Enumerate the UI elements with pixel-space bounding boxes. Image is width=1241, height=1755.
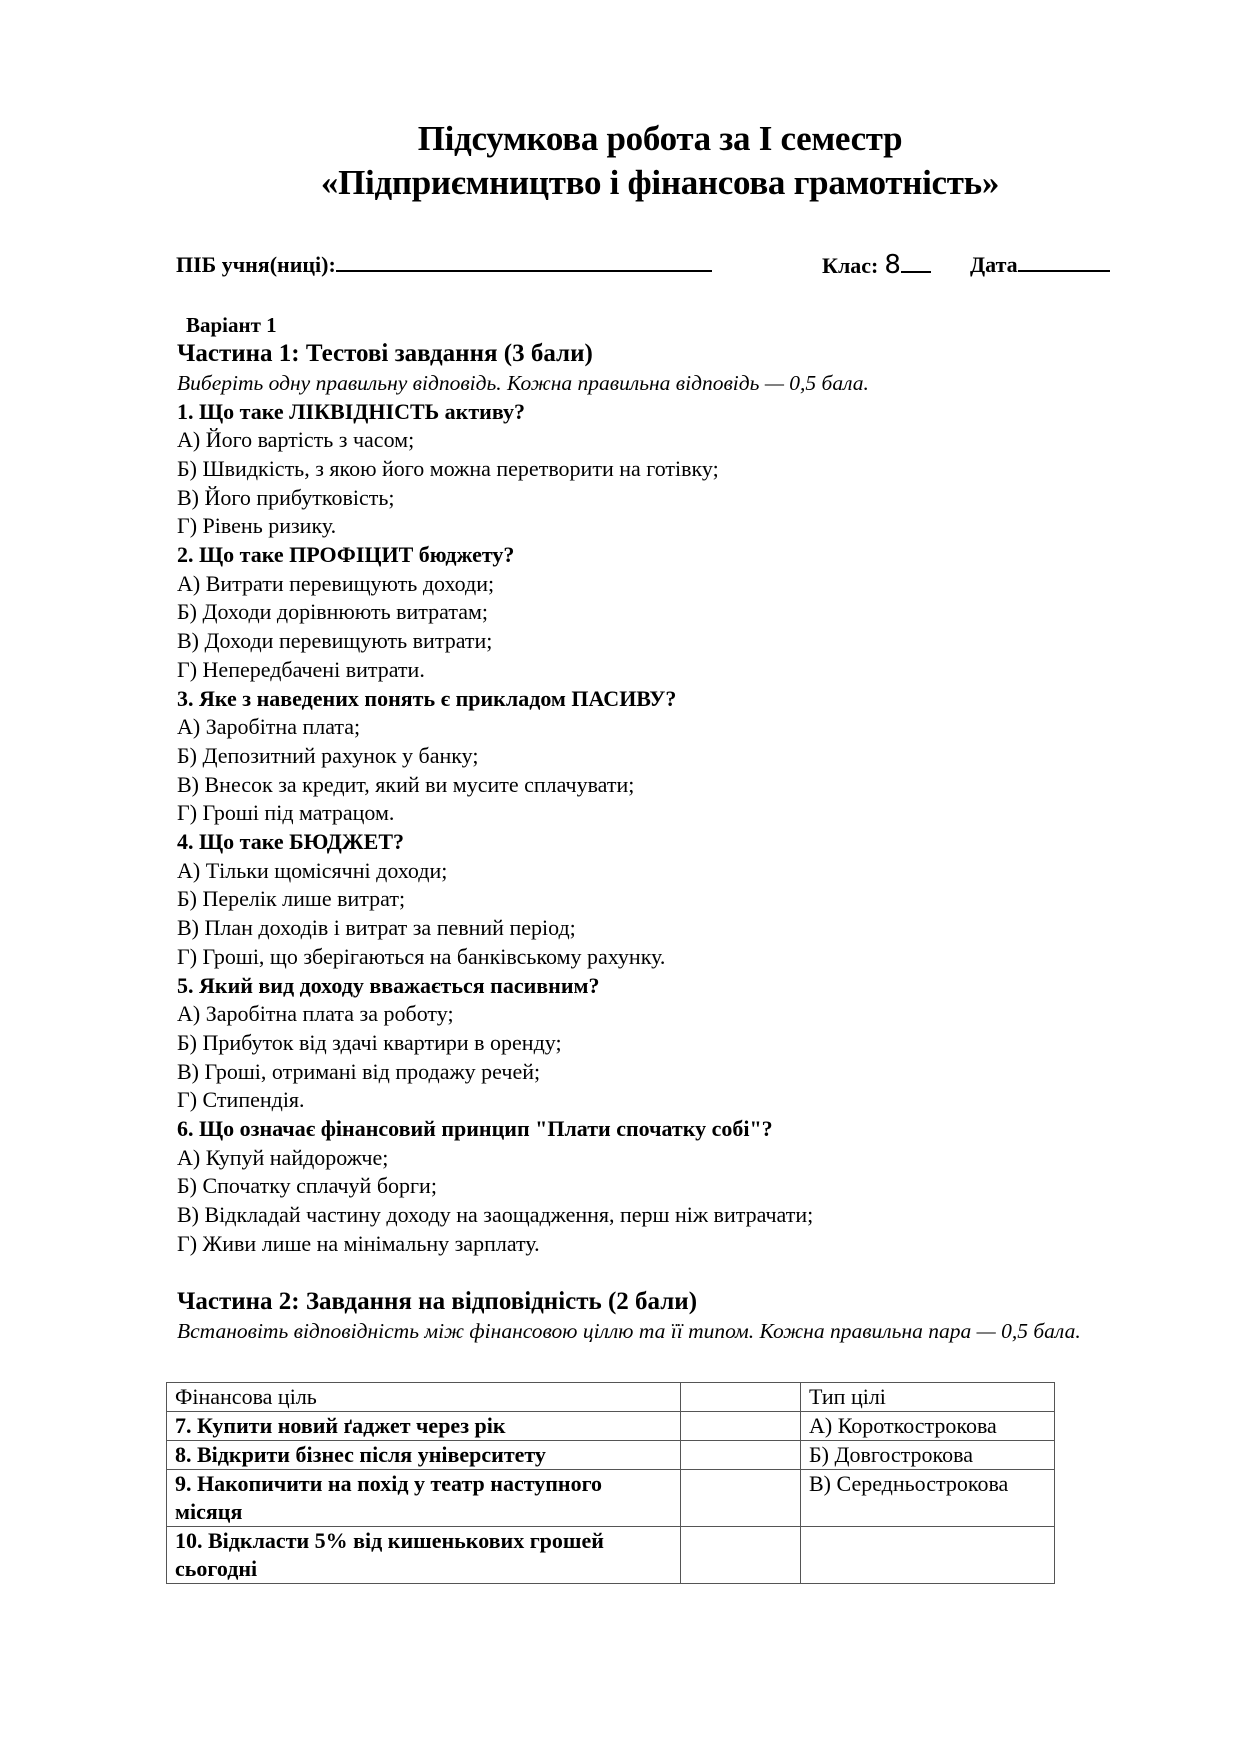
question-block (177, 541, 1137, 685)
question-text: 5. Який вид доходу вважається пасивним? (177, 972, 600, 998)
answer-option[interactable]: А) Витрати перевищують доходи; (177, 570, 495, 596)
document-title-line1: Підсумкова робота за І семестр (417, 119, 903, 158)
answer-option[interactable]: Б) Швидкість, з якою його можна перетворити на готівку; (177, 455, 719, 481)
grade-field-group (822, 250, 931, 280)
student-name-field[interactable] (336, 250, 712, 272)
question-block (177, 1115, 1137, 1259)
student-name-label: ПІБ учня(ниці): (176, 252, 336, 277)
part1-instruction: Виберіть одну правильну відповідь. Кожна правильна відповідь — 0,5 бала. (177, 371, 869, 395)
part2-instruction: Встановіть відповідність між фінансовою ціллю та її типом. Кожна правильна пара — 0,5 бала. (177, 1318, 1081, 1343)
type-cell (801, 1527, 1055, 1584)
table-row (167, 1412, 1055, 1441)
table-row (167, 1470, 1055, 1527)
grade-blank[interactable] (901, 251, 931, 273)
answer-cell[interactable] (681, 1412, 801, 1441)
answer-option[interactable]: Г) Гроші, що зберігаються на банківському рахунку. (177, 943, 666, 969)
table-row (167, 1441, 1055, 1470)
answer-option[interactable]: Б) Прибуток від здачі квартири в оренду; (177, 1029, 562, 1055)
type-cell: Б) Довгострокова (801, 1441, 1055, 1470)
answer-option[interactable]: Г) Рівень ризику. (177, 513, 337, 539)
question-block (177, 685, 1137, 829)
answer-cell[interactable] (681, 1527, 801, 1584)
answer-option[interactable]: Б) Перелік лише витрат; (177, 886, 406, 912)
type-cell: В) Середньострокова (801, 1470, 1055, 1527)
question-block (177, 972, 1137, 1116)
answer-option[interactable]: Б) Депозитний рахунок у банку; (177, 742, 479, 768)
goal-cell: 10. Відкласти 5% від кишенькових грошей сьогодні (167, 1527, 681, 1584)
part1-title: Частина 1: Тестові завдання (3 бали) (177, 340, 593, 367)
answer-option[interactable]: А) Його вартість з часом; (177, 427, 415, 453)
student-info-row (176, 250, 1018, 280)
question-block (177, 828, 1137, 972)
question-text: 2. Що таке ПРОФІЦИТ бюджету? (177, 542, 515, 568)
answer-cell[interactable] (681, 1470, 801, 1527)
question-block (177, 398, 1137, 542)
grade-value[interactable]: 8 (884, 250, 901, 280)
document-title-line2: «Підприємництво і фінансова грамотність» (320, 163, 1000, 202)
date-field-group (970, 250, 1110, 278)
answer-option[interactable]: Г) Живи лише на мінімальну зарплату. (177, 1230, 540, 1256)
table-row (167, 1527, 1055, 1584)
answer-option[interactable]: Г) Непередбачені витрати. (177, 656, 425, 682)
part2-title: Частина 2: Завдання на відповідність (2 бали) (177, 1287, 698, 1315)
answer-option[interactable]: А) Заробітна плата за роботу; (177, 1001, 454, 1027)
answer-option[interactable]: В) Відкладай частину доходу на заощадження, перш ніж витрачати; (177, 1202, 814, 1228)
header-cell: Фінансова ціль (167, 1383, 681, 1412)
header-cell (681, 1383, 801, 1412)
answer-option[interactable]: Г) Стипендія. (177, 1087, 305, 1113)
answer-option[interactable]: А) Заробітна плата; (177, 714, 361, 740)
header-cell: Тип цілі (801, 1383, 1055, 1412)
matching-table (166, 1382, 1055, 1584)
question-text: 3. Яке з наведених понять є прикладом ПАСИВУ? (177, 685, 677, 711)
answer-option[interactable]: А) Тільки щомісячні доходи; (177, 857, 448, 883)
variant-label: Варіант 1 (186, 313, 277, 337)
question-text: 4. Що таке БЮДЖЕТ? (177, 829, 405, 855)
answer-cell[interactable] (681, 1441, 801, 1470)
answer-option[interactable]: А) Купуй найдорожче; (177, 1144, 389, 1170)
table-header-row (167, 1383, 1055, 1412)
test-content (177, 311, 1137, 1345)
answer-option[interactable]: В) Його прибутковість; (177, 484, 395, 510)
answer-option[interactable]: Б) Доходи дорівнюють витратам; (177, 599, 489, 625)
question-list (177, 398, 1137, 1259)
answer-option[interactable]: В) Гроші, отримані від продажу речей; (177, 1058, 541, 1084)
question-text: 6. Що означає фінансовий принцип "Плати спочатку собі"? (177, 1116, 773, 1142)
answer-option[interactable]: Б) Спочатку сплачуй борги; (177, 1173, 437, 1199)
answer-option[interactable]: В) План доходів і витрат за певний період; (177, 915, 576, 941)
question-text: 1. Що таке ЛІКВІДНІСТЬ активу? (177, 398, 525, 424)
answer-option[interactable]: В) Доходи перевищують витрати; (177, 628, 493, 654)
date-label: Дата (970, 252, 1018, 277)
grade-label: Клас: (822, 253, 879, 278)
date-field[interactable] (1018, 250, 1110, 272)
answer-option[interactable]: В) Внесок за кредит, який ви мусите сплачувати; (177, 771, 635, 797)
type-cell: А) Короткострокова (801, 1412, 1055, 1441)
goal-cell: 9. Накопичити на похід у театр наступного місяця (167, 1470, 681, 1527)
goal-cell: 8. Відкрити бізнес після університету (167, 1441, 681, 1470)
answer-option[interactable]: Г) Гроші під матрацом. (177, 800, 395, 826)
goal-cell: 7. Купити новий ґаджет через рік (167, 1412, 681, 1441)
